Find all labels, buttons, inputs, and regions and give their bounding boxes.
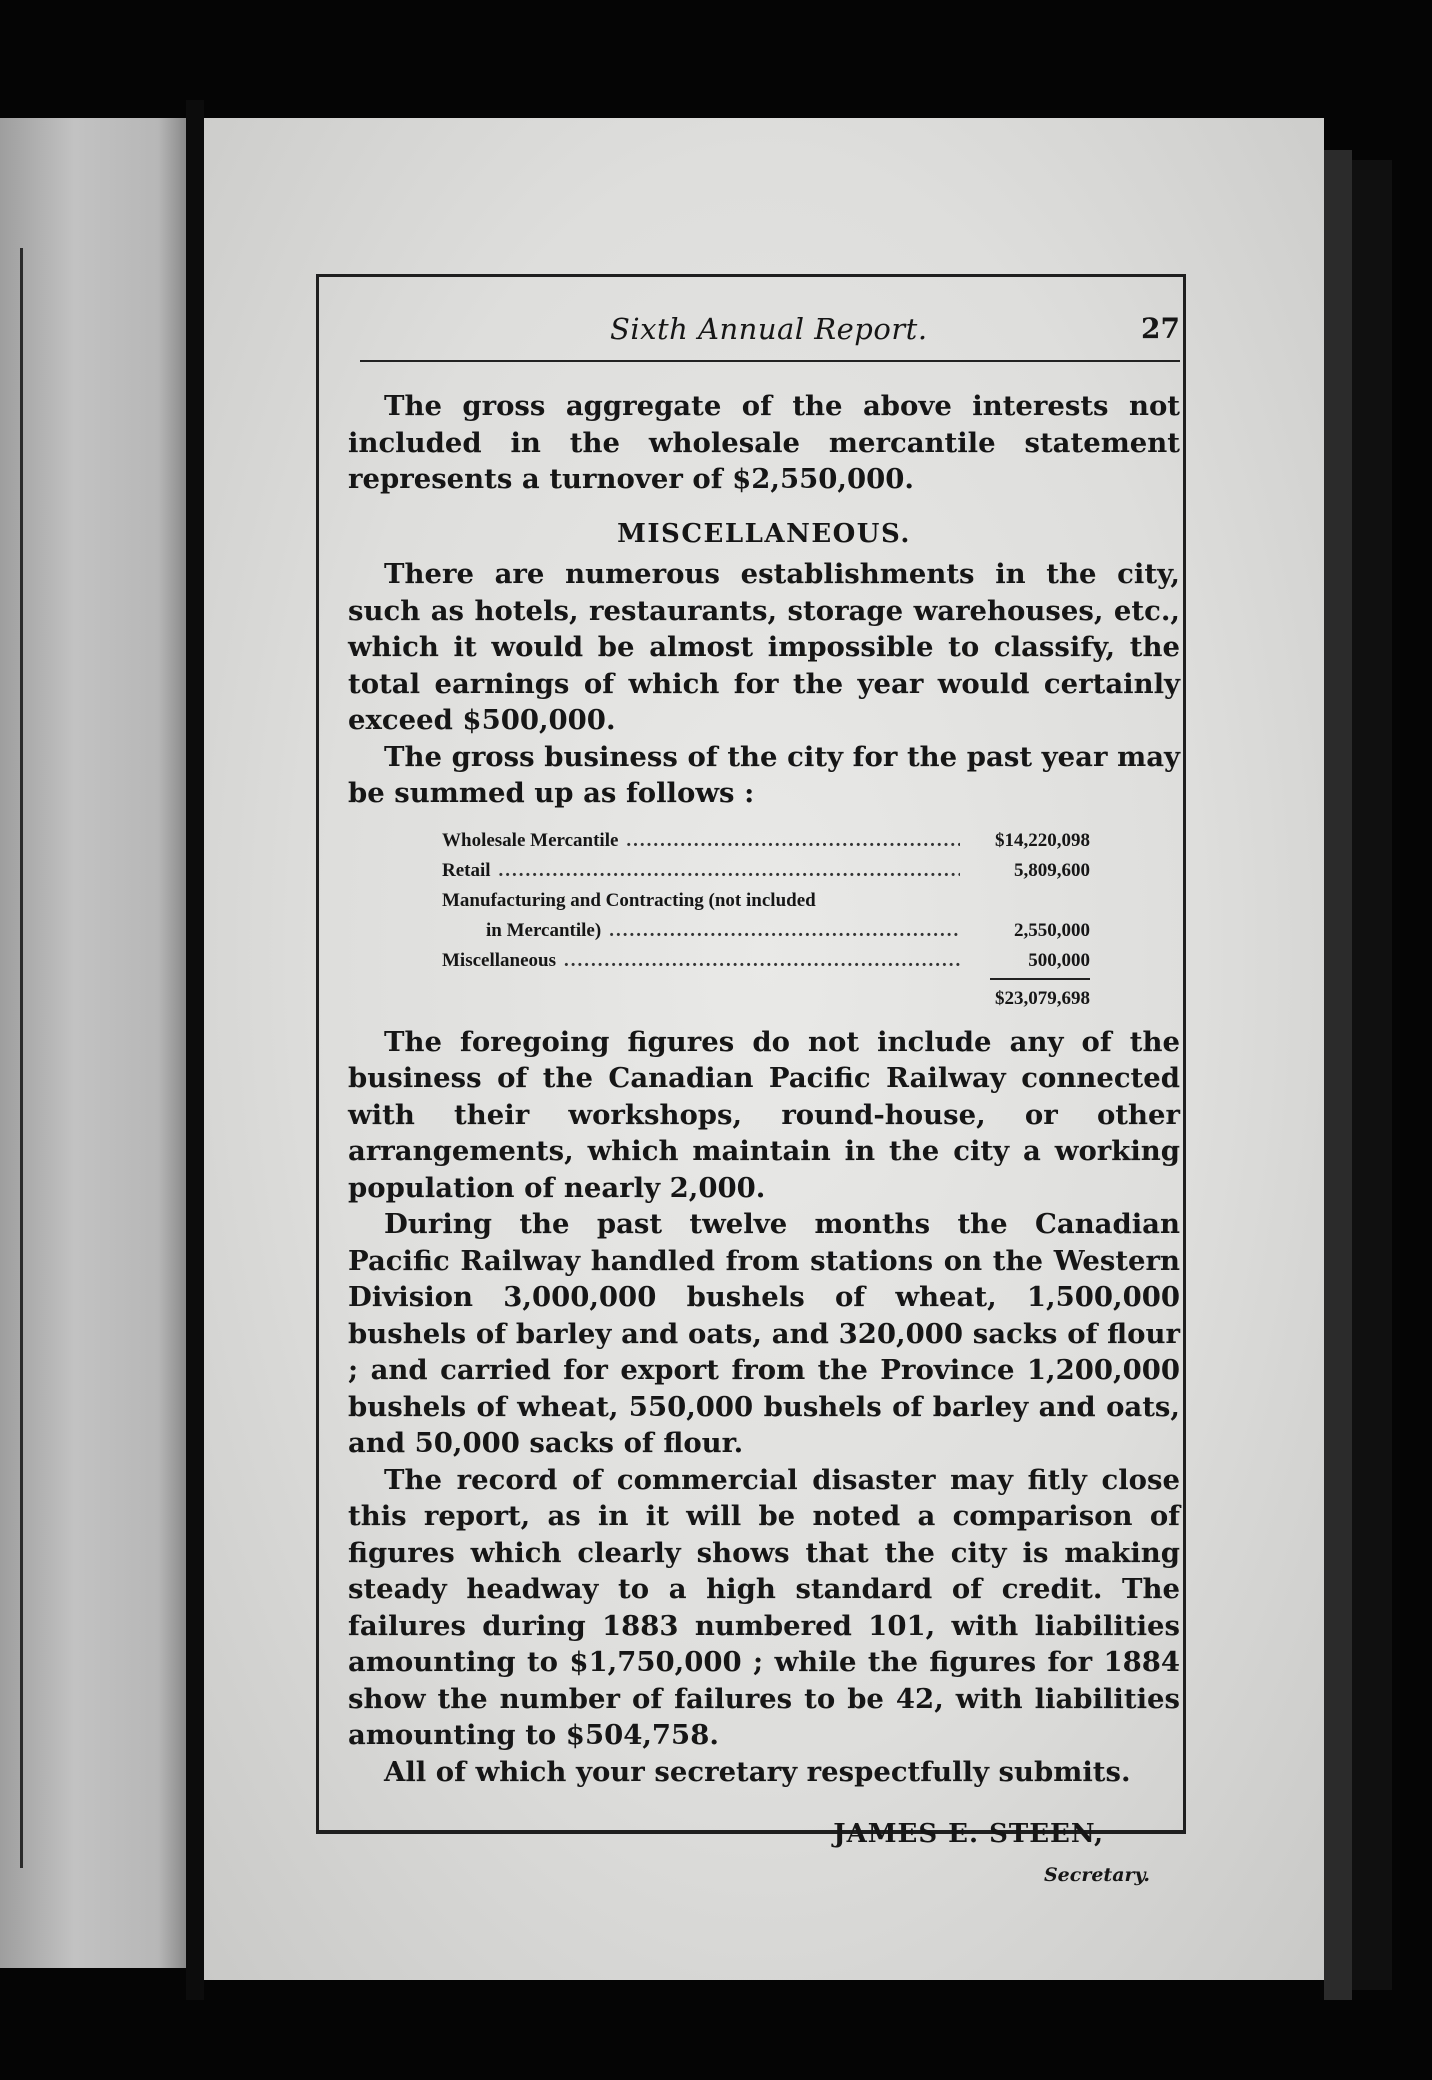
leader-dots [609,916,960,946]
running-title: Sixth Annual Report. [610,312,928,346]
row-amount: $14,220,098 [995,829,1090,851]
page-body [348,388,1180,1893]
table-row [442,826,1090,856]
paragraph-gross-business: The gross business of the city for the past year may be summed up as follows : [348,740,1180,809]
paragraph-failures: The record of commercial disaster may fitly close this report, as in it will be noted a comparison of figures which clearly shows that the city is making steady headway to a high standard of credit. The failures during 1883 numbered 101, with liabilities amounting to $1,750,000 ; while the figures for 1884 show the number of failures to be 42, with liabilities amounting to $504,758. [348,1463,1180,1751]
book-cover-edge [1352,160,1392,1990]
leader-dots [626,826,960,856]
leader-dots [564,946,960,976]
table-row [442,946,1090,976]
signature-title: Secretary. [1043,1863,1150,1886]
facing-page-edge [0,118,186,1968]
table-row [442,916,1090,946]
table-row [442,886,1090,916]
row-amount: 2,550,000 [1014,919,1090,941]
header-rule [360,360,1180,362]
signature-name: JAMES E. STEEN, [833,1819,1104,1849]
facing-page-rule [20,248,23,1868]
paragraph-aggregate: The gross aggregate of the above interests not included in the wholesale mercantile statement represents a turnover of $2,550,000. [348,390,1180,495]
paragraph-grain-shipments: During the past twelve months the Canadian Pacific Railway handled from stations on the Western Division 3,000,000 bushels of wheat, 1,500,000 bushels of barley and oats, and 320,000 sacks of flour ; and carried for export from the Province 1,200,000 bushels of wheat, 550,000 bushels of barley and oats, and 50,000 sacks of flour. [348,1208,1180,1459]
business-summary-table [442,826,1090,1014]
row-label: Miscellaneous [442,949,556,971]
paragraph-establishments: There are numerous establishments in the city, such as hotels, restaurants, storage warehouses, etc., which it would be almost impossible to classify, the total earnings of which for the year would certainly exceed $500,000. [348,558,1180,736]
total-amount: $23,079,698 [995,987,1090,1009]
table-total-row [442,984,1090,1014]
section-heading: MISCELLANEOUS. [617,518,911,549]
row-label: in Mercantile) [486,919,602,941]
row-label: Retail [442,859,491,881]
running-header [360,310,1180,354]
row-amount: 500,000 [1028,949,1090,971]
paragraph-closing: All of which your secretary respectfully submits. [384,1755,1131,1788]
sum-rule [990,978,1090,980]
table-row [442,856,1090,886]
leader-dots [499,856,960,886]
page-stack-edge [1324,150,1352,2000]
row-label: Manufacturing and Contracting (not included [442,889,816,911]
row-amount: 5,809,600 [1014,859,1090,881]
page-number: 27 [1141,312,1180,345]
row-label: Wholesale Mercantile [442,829,619,851]
book-gutter [186,100,204,2000]
paragraph-cpr-figures: The foregoing figures do not include any of the business of the Canadian Pacific Railway connected with their workshops, round-house, or other arrangements, which maintain in the city a working population of nearly 2,000. [348,1025,1180,1204]
